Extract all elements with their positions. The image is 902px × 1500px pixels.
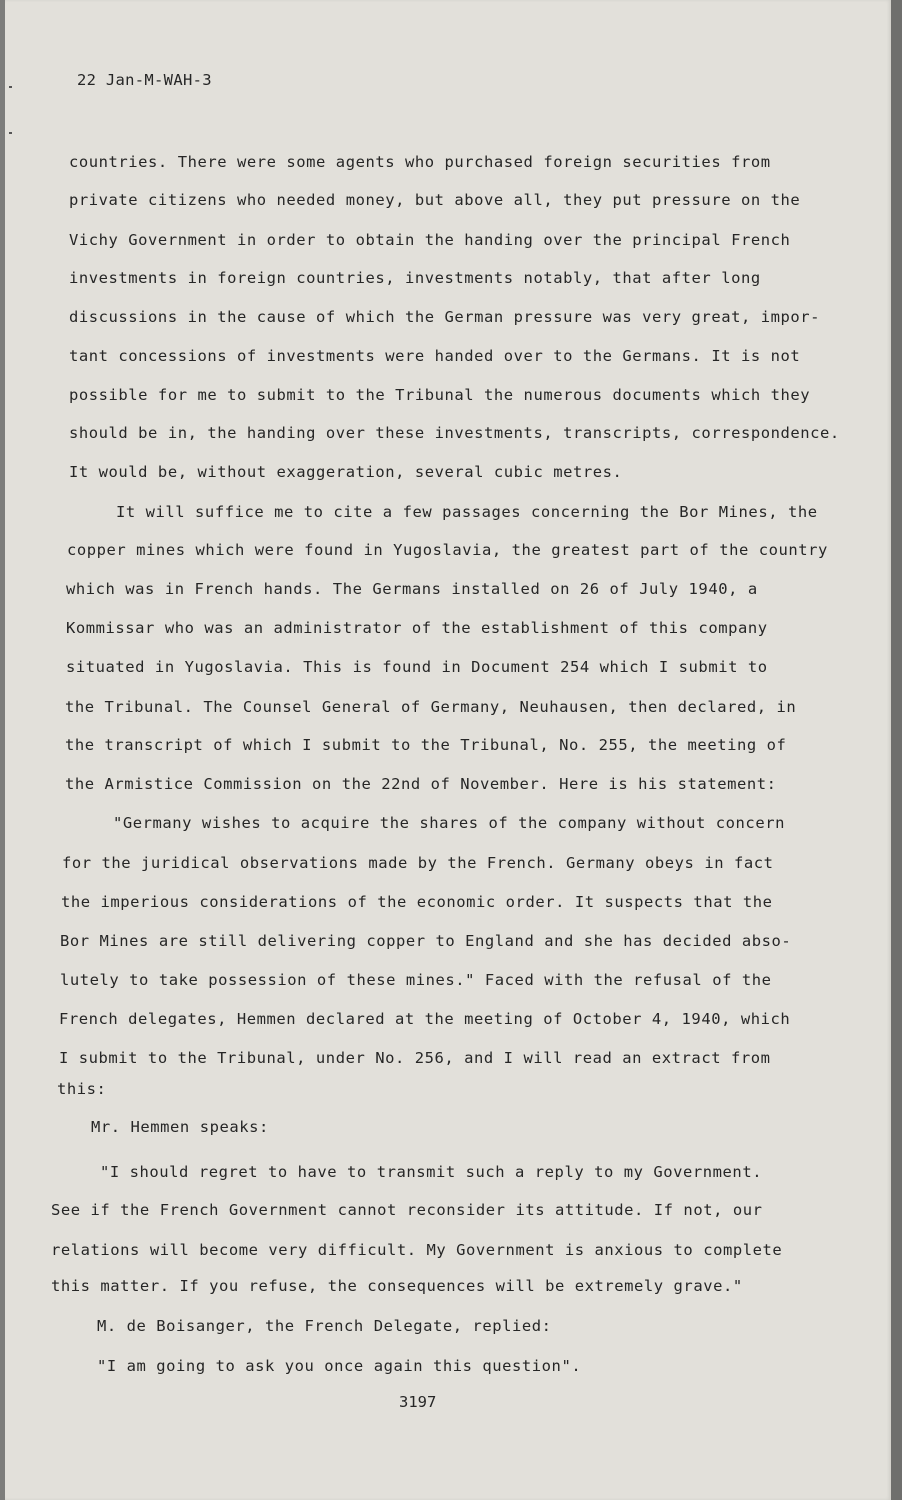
text-line: situated in Yugoslavia. This is found in Document 254 which I submit to [66, 658, 768, 676]
text-line: tant concessions of investments were handed over to the Germans. It is not [69, 347, 801, 365]
document-page [5, 0, 891, 1500]
text-line: Vichy Government in order to obtain the handing over the principal French [69, 231, 791, 249]
text-line: See if the French Government cannot reconsider its attitude. If not, our [51, 1201, 763, 1219]
page-edge-shadow [891, 0, 902, 1500]
document-header: 22 Jan-M-WAH-3 [77, 71, 212, 89]
text-line: the transcript of which I submit to the Tribunal, No. 255, the meeting of [65, 736, 787, 754]
text-line: copper mines which were found in Yugoslavia, the greatest part of the country [67, 541, 828, 559]
text-line: "I am going to ask you once again this question". [97, 1357, 582, 1375]
text-line: possible for me to submit to the Tribunal the numerous documents which they [69, 386, 811, 404]
text-line: lutely to take possession of these mines." Faced with the refusal of the [60, 971, 772, 989]
text-line: which was in French hands. The Germans installed on 26 of July 1940, a [66, 580, 758, 598]
margin-mark [9, 132, 12, 134]
text-line: should be in, the handing over these investments, transcripts, correspondence. [69, 424, 840, 442]
text-line: investments in foreign countries, investments notably, that after long [69, 269, 761, 287]
margin-mark [9, 86, 12, 88]
text-line: French delegates, Hemmen declared at the meeting of October 4, 1940, which [59, 1010, 791, 1028]
text-line: the imperious considerations of the economic order. It suspects that the [61, 893, 773, 911]
text-line: I submit to the Tribunal, under No. 256, and I will read an extract from [59, 1049, 771, 1067]
text-line: countries. There were some agents who purchased foreign securities from [69, 153, 771, 171]
text-line: It would be, without exaggeration, several cubic metres. [69, 463, 623, 481]
text-line: the Armistice Commission on the 22nd of November. Here is his statement: [65, 775, 777, 793]
text-line: "Germany wishes to acquire the shares of the company without concern [113, 814, 785, 832]
text-line: the Tribunal. The Counsel General of Germany, Neuhausen, then declared, in [65, 698, 797, 716]
text-line: for the juridical observations made by the French. Germany obeys in fact [62, 854, 774, 872]
text-line: relations will become very difficult. My Government is anxious to complete [51, 1241, 783, 1259]
text-line: Kommissar who was an administrator of the establishment of this company [66, 619, 768, 637]
text-line: Bor Mines are still delivering copper to England and she has decided abso- [60, 932, 792, 950]
text-line: M. de Boisanger, the French Delegate, replied: [97, 1317, 552, 1335]
text-line: this: [57, 1080, 107, 1098]
text-line: discussions in the cause of which the German pressure was very great, impor- [69, 308, 821, 326]
text-line: "I should regret to have to transmit such a reply to my Government. [100, 1163, 763, 1181]
text-line: It will suffice me to cite a few passages concerning the Bor Mines, the [116, 503, 818, 521]
text-line: this matter. If you refuse, the consequences will be extremely grave." [51, 1277, 743, 1295]
text-line: Mr. Hemmen speaks: [91, 1118, 269, 1136]
text-line: private citizens who needed money, but above all, they put pressure on the [69, 191, 801, 209]
page-number: 3197 [399, 1393, 437, 1411]
